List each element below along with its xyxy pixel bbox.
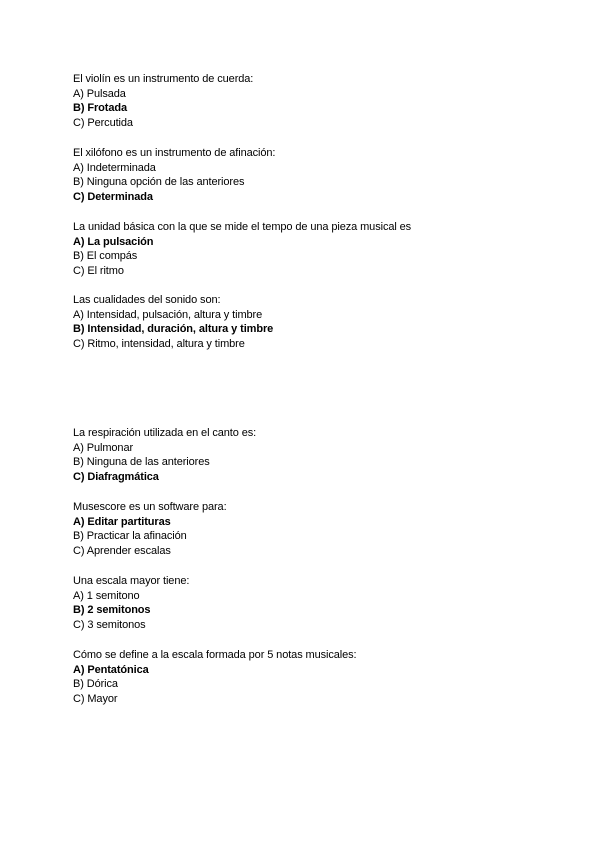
option-b: B) Dórica [73,678,118,691]
option-a: A) Intensidad, pulsación, altura y timbre [73,308,263,321]
option-b: B) Practicar la afinación [73,530,187,543]
question-text: La unidad básica con la que se mide el tempo de una pieza musical es [73,221,412,233]
question-text: La respiración utilizada en el canto es: [73,427,257,439]
option-b-correct: B) Frotada [73,102,128,115]
option-a: A) Pulsada [73,87,126,100]
question-text: Una escala mayor tiene: [73,575,190,587]
question-block-6 [73,500,573,559]
option-a: A) 1 semitono [73,589,140,602]
question-block-4 [73,293,573,352]
question-block-8 [73,648,573,707]
question-text: El xilófono es un instrumento de afinación: [73,147,276,159]
option-b: B) El compás [73,250,138,263]
question-block-2 [73,146,573,205]
option-a-correct: A) La pulsación [73,235,154,248]
option-c: C) Ritmo, intensidad, altura y timbre [73,338,245,351]
option-a: A) Pulmonar [73,441,134,454]
option-c: C) El ritmo [73,265,124,278]
question-block-7 [73,574,573,633]
option-c-correct: C) Determinada [73,191,153,204]
option-b-correct: B) 2 semitonos [73,604,151,617]
question-text: Cómo se define a la escala formada por 5 notas musicales: [73,649,357,661]
option-b: B) Ninguna opción de las anteriores [73,176,245,189]
question-text: El violín es un instrumento de cuerda: [73,73,254,85]
option-a: A) Indeterminada [73,161,156,174]
question-block-3 [73,220,573,279]
question-text: Las cualidades del sonido son: [73,294,221,306]
question-block-1 [73,72,573,131]
option-a-correct: A) Editar partituras [73,515,171,528]
option-c-correct: C) Diafragmática [73,471,159,484]
option-c: C) Percutida [73,117,133,130]
option-b-correct: B) Intensidad, duración, altura y timbre [73,323,274,336]
question-block-5 [73,426,573,485]
option-c: C) Aprender escalas [73,545,171,558]
option-c: C) 3 semitonos [73,619,146,632]
option-b: B) Ninguna de las anteriores [73,456,210,469]
option-c: C) Mayor [73,693,118,706]
option-a-correct: A) Pentatónica [73,663,149,676]
question-text: Musescore es un software para: [73,501,227,513]
